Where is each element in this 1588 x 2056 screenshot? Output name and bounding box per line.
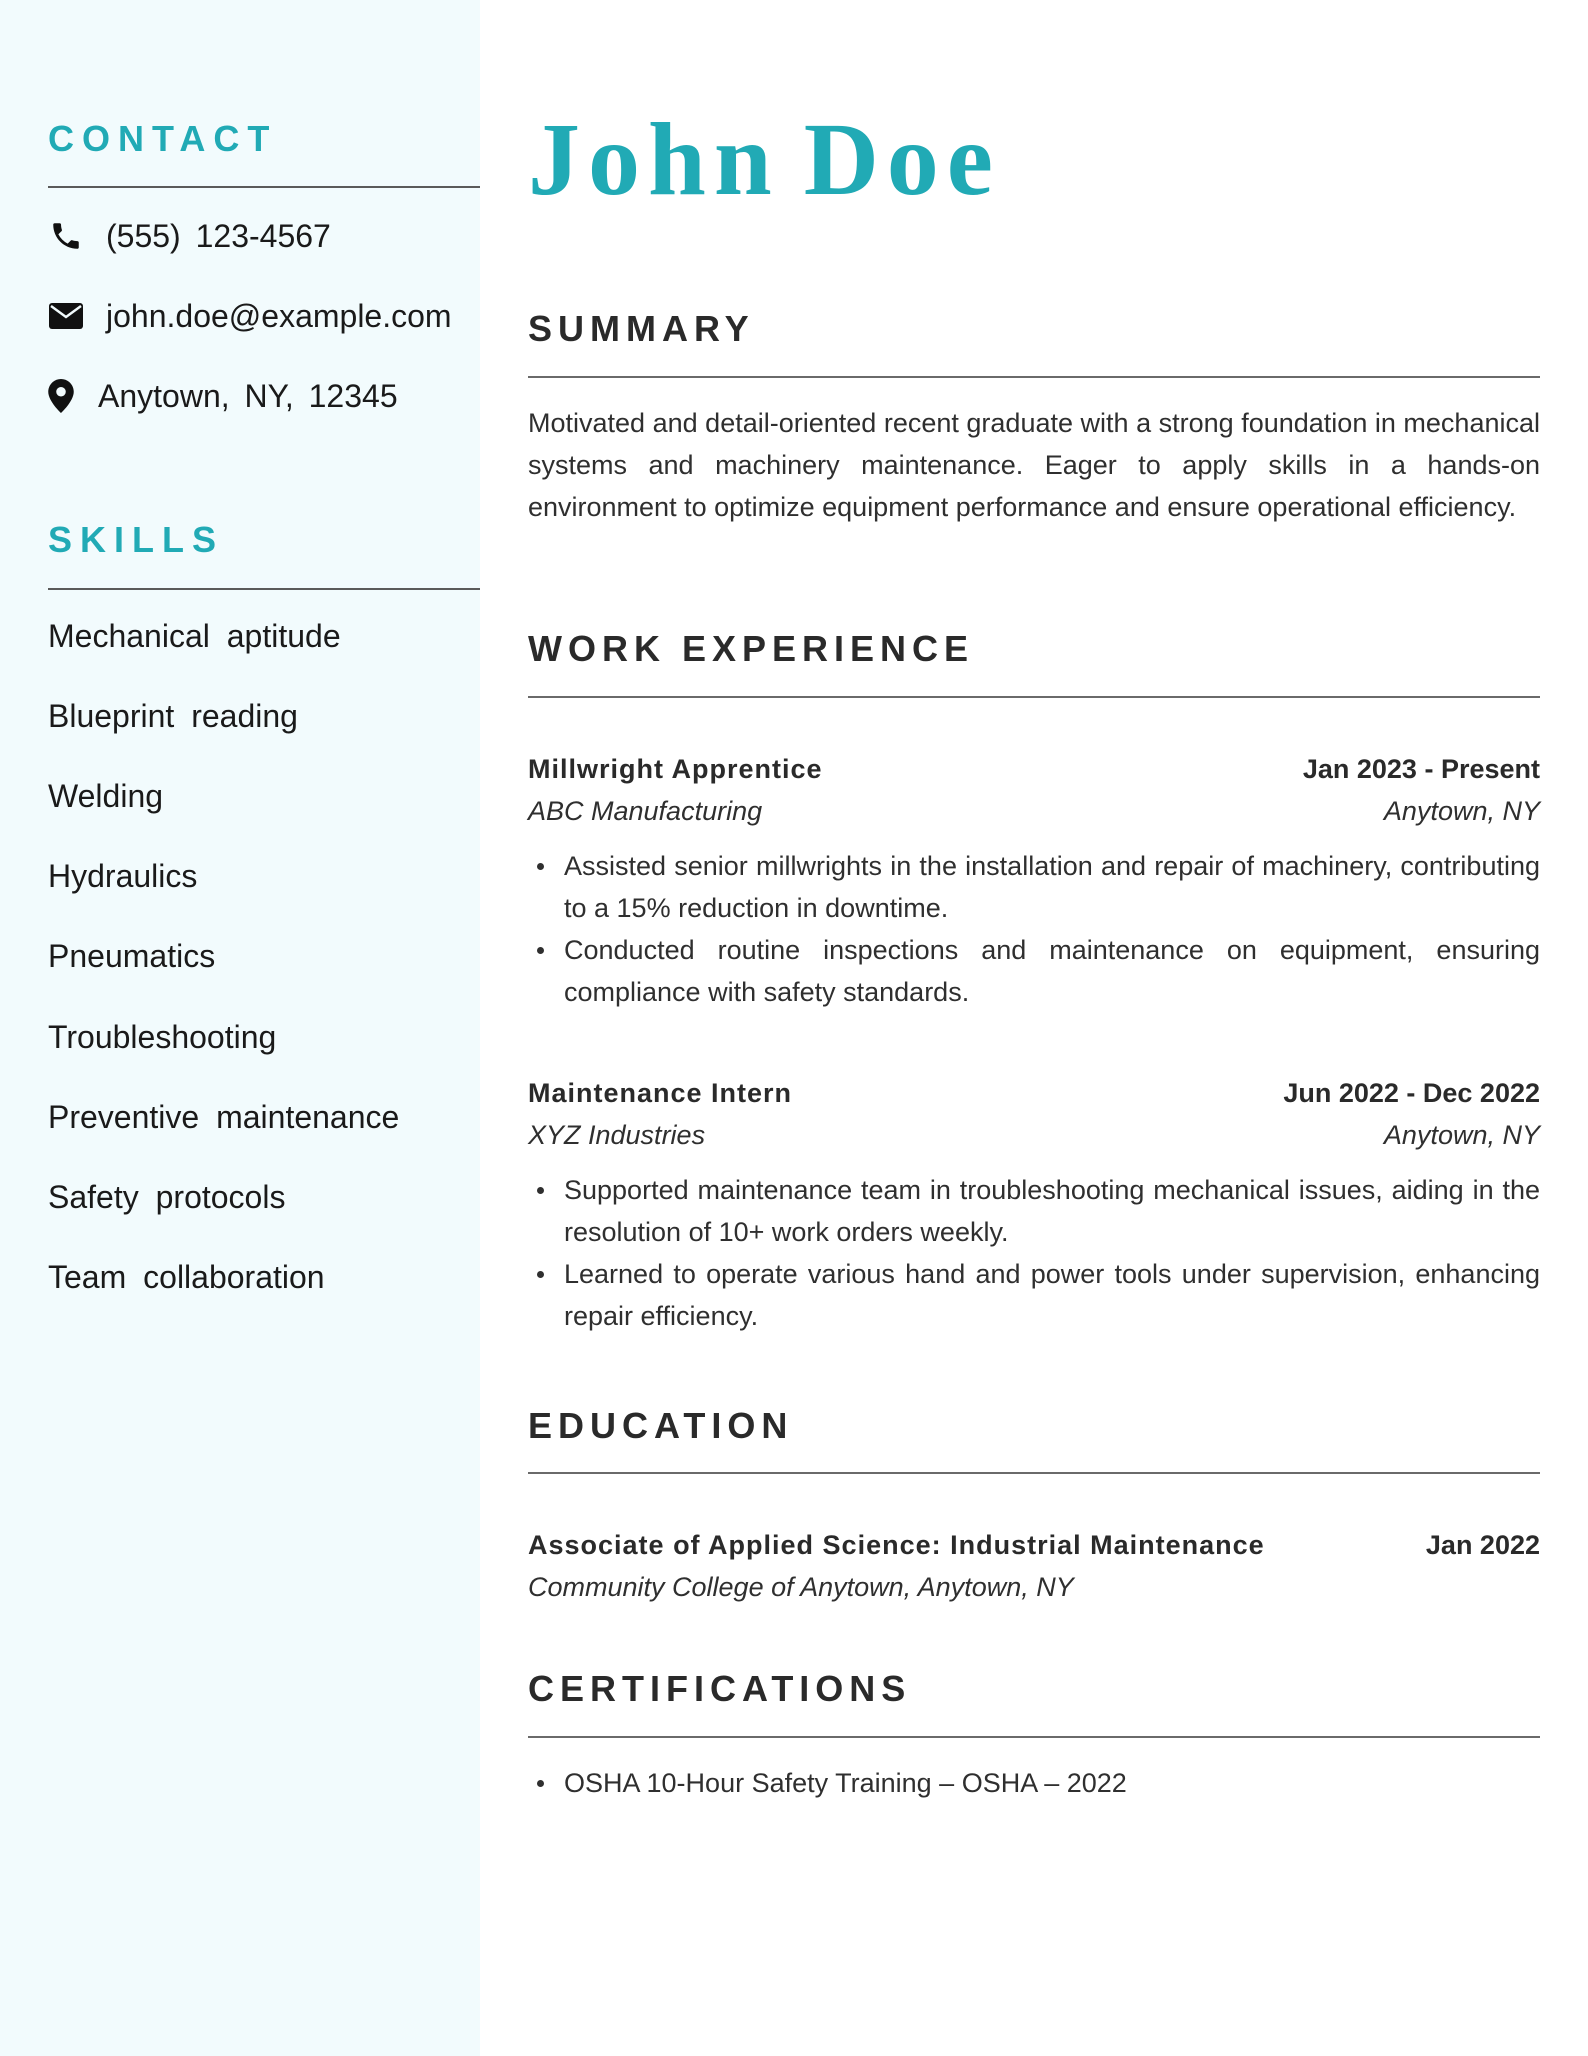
skill-item: Preventive maintenance: [48, 1099, 400, 1135]
contact-phone: [48, 216, 331, 256]
skill-item: Troubleshooting: [48, 1019, 277, 1055]
contact-location: [48, 376, 398, 416]
job-location: Anytown, NY: [1383, 796, 1540, 826]
skill-item: Mechanical aptitude: [48, 618, 341, 654]
skill-item: Team collaboration: [48, 1259, 325, 1295]
education-divider: [528, 1472, 1540, 1474]
list-item: Supported maintenance team in troubleshooting mechanical issues, aiding in the resolution of 10+ work orders weekly.: [564, 1169, 1540, 1253]
job-bullets: [528, 845, 1540, 1013]
job-dates: Jan 2023 - Present: [1302, 754, 1540, 784]
job-subheader: [528, 796, 1540, 827]
email-text: john.doe@example.com: [106, 297, 452, 334]
graduation-date: Jan 2022: [1425, 1530, 1540, 1560]
list-item: Conducted routine inspections and maintenance on equipment, ensuring compliance with safety standards.: [564, 929, 1540, 1013]
job-title: Maintenance Intern: [528, 1078, 793, 1108]
experience-heading: WORK EXPERIENCE: [528, 628, 975, 669]
summary-heading: SUMMARY: [528, 308, 755, 349]
job-location: Anytown, NY: [1383, 1120, 1540, 1150]
job-bullets: [528, 1169, 1540, 1337]
first-name: John: [528, 102, 780, 217]
contact-heading: CONTACT: [48, 118, 278, 159]
sidebar: [0, 0, 480, 2056]
certifications-list: [528, 1762, 1540, 1804]
skill-item: Blueprint reading: [48, 698, 298, 734]
school-name: Community College of Anytown, Anytown, NY: [528, 1572, 1074, 1602]
envelope-icon: [48, 303, 84, 329]
skills-divider: [48, 588, 480, 590]
skill-item: Safety protocols: [48, 1179, 286, 1215]
education-subheader: [528, 1572, 1540, 1603]
candidate-name: [528, 102, 1001, 217]
skill-item: Welding: [48, 778, 164, 814]
job-dates: Jun 2022 - Dec 2022: [1283, 1078, 1540, 1108]
location-text: Anytown, NY, 12345: [98, 377, 398, 414]
job-header: [528, 1078, 1540, 1109]
skills-heading: SKILLS: [48, 519, 225, 560]
job-subheader: [528, 1120, 1540, 1151]
skill-item: Pneumatics: [48, 938, 216, 974]
summary-text: Motivated and detail-oriented recent graduate with a strong foundation in mechanical systems and machinery maintenance. Eager to apply skills in a hands-on environment to optimize equipment performance and ensure operational efficiency.: [528, 408, 1540, 522]
summary-divider: [528, 376, 1540, 378]
experience-divider: [528, 696, 1540, 698]
job-company: ABC Manufacturing: [528, 796, 763, 826]
skill-item: Hydraulics: [48, 858, 198, 894]
list-item: Learned to operate various hand and power tools under supervision, enhancing repair efficiency.: [564, 1253, 1540, 1337]
list-item: OSHA 10-Hour Safety Training – OSHA – 2022: [564, 1762, 1540, 1804]
last-name: Doe: [803, 102, 1001, 217]
list-item: Assisted senior millwrights in the installation and repair of machinery, contributing to a 15% reduction in downtime.: [564, 845, 1540, 929]
phone-text: (555) 123-4567: [106, 217, 331, 254]
degree-title: Associate of Applied Science: Industrial Maintenance: [528, 1530, 1265, 1560]
job-header: [528, 754, 1540, 785]
job-title: Millwright Apprentice: [528, 754, 823, 784]
education-header: [528, 1530, 1540, 1561]
contact-divider: [48, 186, 480, 188]
map-pin-icon: [48, 379, 74, 413]
contact-email: [48, 296, 452, 336]
certifications-heading: CERTIFICATIONS: [528, 1668, 912, 1709]
certifications-divider: [528, 1736, 1540, 1738]
job-company: XYZ Industries: [528, 1120, 706, 1150]
phone-icon: [48, 219, 84, 253]
education-heading: EDUCATION: [528, 1405, 794, 1446]
